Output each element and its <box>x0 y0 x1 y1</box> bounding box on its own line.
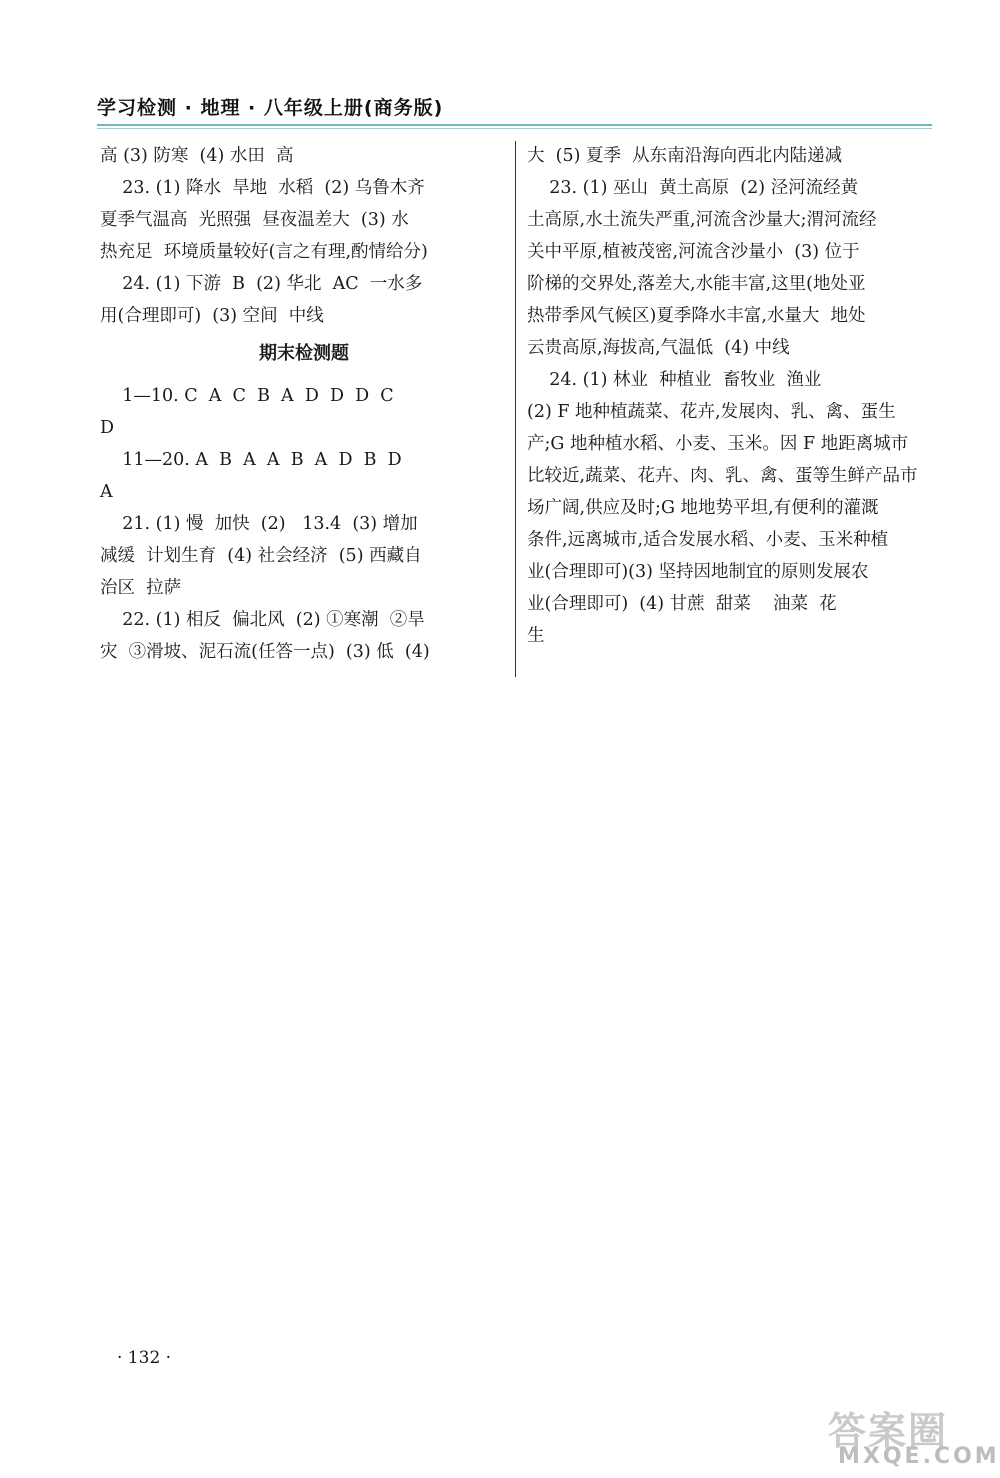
watermark-main: 答案圈 <box>828 1409 949 1453</box>
text-line: 阶梯的交界处,落差大,水能丰富,这里(地处亚 <box>527 274 866 294</box>
running-header: 学习检测 · 地理 · 八年级上册(商务版) <box>97 97 444 119</box>
text-line: 23. (1) 降水 旱地 水稻 (2) 乌鲁木齐 <box>100 178 425 198</box>
watermark-logo <box>828 1400 1000 1470</box>
left-column <box>100 140 508 668</box>
text-line: 24. (1) 下游 B (2) 华北 AC 一水多 <box>100 274 423 294</box>
text-line: 业(合理即可) (4) 甘蔗 甜菜 油菜 花 <box>527 594 837 614</box>
text-line: (2) F 地种植蔬菜、花卉,发展肉、乳、禽、蛋生 <box>527 402 896 422</box>
watermark-sub: MXQE.COM <box>838 1444 1000 1469</box>
text-line: 夏季气温高 光照强 昼夜温差大 (3) 水 <box>100 210 409 230</box>
section-title: 期末检测题 <box>259 343 349 364</box>
text-line: 比较近,蔬菜、花卉、肉、乳、禽、蛋等生鲜产品市 <box>527 466 918 486</box>
text-line: 关中平原,植被茂密,河流含沙量小 (3) 位于 <box>527 242 860 262</box>
text-line: 24. (1) 林业 种植业 畜牧业 渔业 <box>527 370 822 390</box>
text-line: 云贵高原,海拔高,气温低 (4) 中线 <box>527 338 790 358</box>
text-line: 高 (3) 防寒 (4) 水田 高 <box>100 146 294 166</box>
text-line: A <box>100 482 113 502</box>
text-line: 23. (1) 巫山 黄土高原 (2) 泾河流经黄 <box>527 178 859 198</box>
text-line: D <box>100 418 115 438</box>
text-line: 1—10. C A C B A D D D C <box>100 386 394 406</box>
text-line: 热充足 环境质量较好(言之有理,酌情给分) <box>100 242 428 262</box>
text-line: 产;G 地种植水稻、小麦、玉米。因 F 地距离城市 <box>527 434 909 454</box>
text-line: 生 <box>527 626 545 646</box>
text-line: 大 (5) 夏季 从东南沿海向西北内陆递减 <box>527 146 843 166</box>
text-line: 条件,远离城市,适合发展水稻、小麦、玉米种植 <box>527 530 889 550</box>
text-line: 减缓 计划生育 (4) 社会经济 (5) 西藏自 <box>100 546 422 566</box>
page-number: · 132 · <box>117 1348 172 1368</box>
header-rule-thin <box>97 128 932 129</box>
text-line: 灾 ③滑坡、泥石流(任答一点) (3) 低 (4) <box>100 642 430 662</box>
header-rule <box>97 124 932 126</box>
text-line: 治区 拉萨 <box>100 578 182 598</box>
text-line: 业(合理即可)(3) 坚持因地制宜的原则发展农 <box>527 562 869 582</box>
text-line: 21. (1) 慢 加快 (2) 13.4 (3) 增加 <box>100 514 418 534</box>
column-divider <box>515 141 516 677</box>
text-line: 22. (1) 相反 偏北风 (2) ①寒潮 ②旱 <box>100 610 425 630</box>
text-line: 11—20. A B A A B A D B D <box>100 450 402 470</box>
text-line: 热带季风气候区)夏季降水丰富,水量大 地处 <box>527 306 866 326</box>
right-column <box>527 140 932 652</box>
text-line: 场广阔,供应及时;G 地地势平坦,有便利的灌溉 <box>527 498 879 518</box>
text-line: 土高原,水土流失严重,河流含沙量大;渭河流经 <box>527 210 877 230</box>
text-line: 用(合理即可) (3) 空间 中线 <box>100 306 324 326</box>
